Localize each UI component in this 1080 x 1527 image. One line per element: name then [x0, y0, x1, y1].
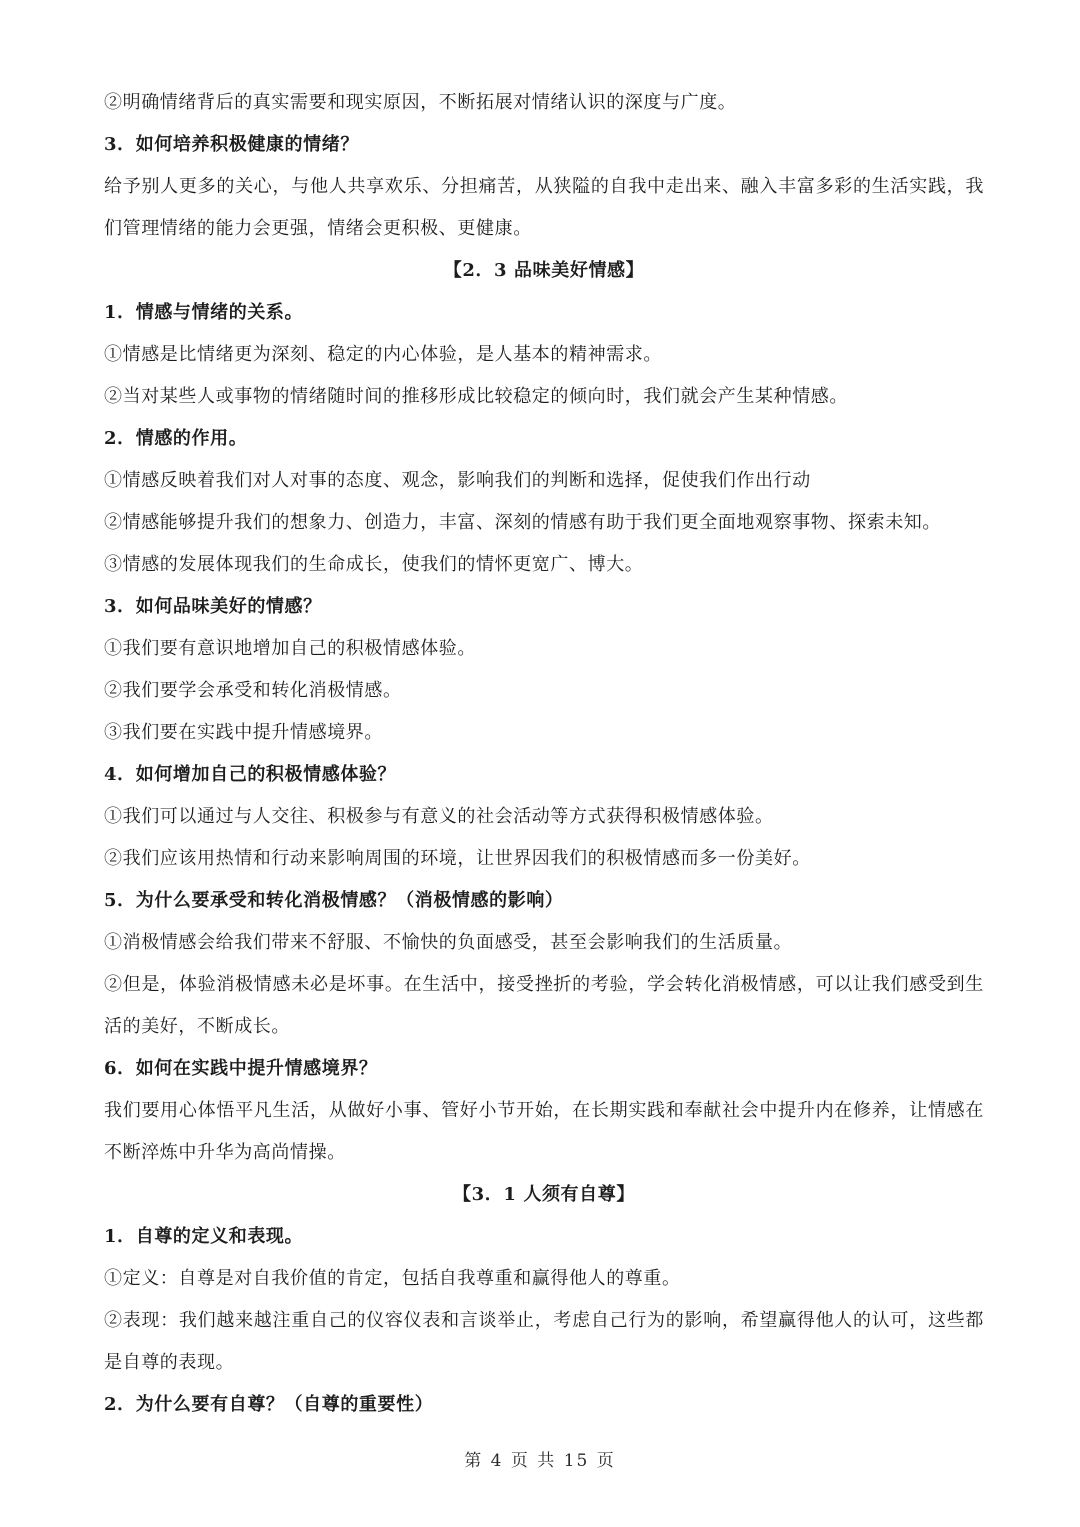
text-line: ②情感能够提升我们的想象力、创造力，丰富、深刻的情感有助于我们更全面地观察事物、探索未知。: [104, 512, 941, 533]
question-heading: 2．为什么要有自尊？（自尊的重要性）: [104, 1394, 434, 1415]
question-heading: 3．如何培养积极健康的情绪？: [104, 134, 359, 155]
text-line: ①情感是比情绪更为深刻、稳定的内心体验，是人基本的精神需求。: [104, 344, 662, 365]
question-heading: 1．自尊的定义和表现。: [104, 1226, 304, 1247]
text-line: ②我们要学会承受和转化消极情感。: [104, 680, 402, 701]
text-line: ①我们要有意识地增加自己的积极情感体验。: [104, 638, 476, 659]
question-heading: 4．如何增加自己的积极情感体验？: [104, 764, 397, 785]
text-line: ③我们要在实践中提升情感境界。: [104, 722, 383, 743]
text-line: ①定义：自尊是对自我价值的肯定，包括自我尊重和赢得他人的尊重。: [104, 1268, 681, 1289]
text-line: ①情感反映着我们对人对事的态度、观念，影响我们的判断和选择，促使我们作出行动: [104, 470, 811, 491]
document-page: [104, 82, 984, 1426]
question-heading: 5．为什么要承受和转化消极情感？（消极情感的影响）: [104, 890, 564, 911]
section-title: 【2．3 品味美好情感】: [443, 260, 645, 281]
text-line: ②我们应该用热情和行动来影响周围的环境，让世界因我们的积极情感而多一份美好。: [104, 848, 811, 869]
paragraph: ②表现：我们越来越注重自己的仪容仪表和言谈举止，考虑自己行为的影响，希望赢得他人的认可，这些都是自尊的表现。: [104, 1310, 984, 1373]
paragraph: 给予别人更多的关心，与他人共享欢乐、分担痛苦，从狭隘的自我中走出来、融入丰富多彩的生活实践，我们管理情绪的能力会更强，情绪会更积极、更健康。: [104, 176, 984, 239]
question-heading: 2．情感的作用。: [104, 428, 248, 449]
text-line: ①消极情感会给我们带来不舒服、不愉快的负面感受，甚至会影响我们的生活质量。: [104, 932, 793, 953]
question-heading: 1．情感与情绪的关系。: [104, 302, 304, 323]
section-title: 【3．1 人须有自尊】: [453, 1184, 635, 1205]
text-line: ③情感的发展体现我们的生命成长，使我们的情怀更宽广、博大。: [104, 554, 644, 575]
question-heading: 3．如何品味美好的情感？: [104, 596, 322, 617]
paragraph: ②但是，体验消极情感未必是坏事。在生活中，接受挫折的考验，学会转化消极情感，可以让我们感受到生活的美好，不断成长。: [104, 974, 984, 1037]
text-line: ②明确情绪背后的真实需要和现实原因，不断拓展对情绪认识的深度与广度。: [104, 92, 737, 113]
paragraph: 我们要用心体悟平凡生活，从做好小事、管好小节开始，在长期实践和奉献社会中提升内在修养，让情感在不断淬炼中升华为高尚情操。: [104, 1100, 984, 1163]
text-line: ②当对某些人或事物的情绪随时间的推移形成比较稳定的倾向时，我们就会产生某种情感。: [104, 386, 848, 407]
text-line: ①我们可以通过与人交往、积极参与有意义的社会活动等方式获得积极情感体验。: [104, 806, 774, 827]
question-heading: 6．如何在实践中提升情感境界？: [104, 1058, 378, 1079]
page-number-footer: 第 4 页 共 15 页: [464, 1451, 616, 1471]
